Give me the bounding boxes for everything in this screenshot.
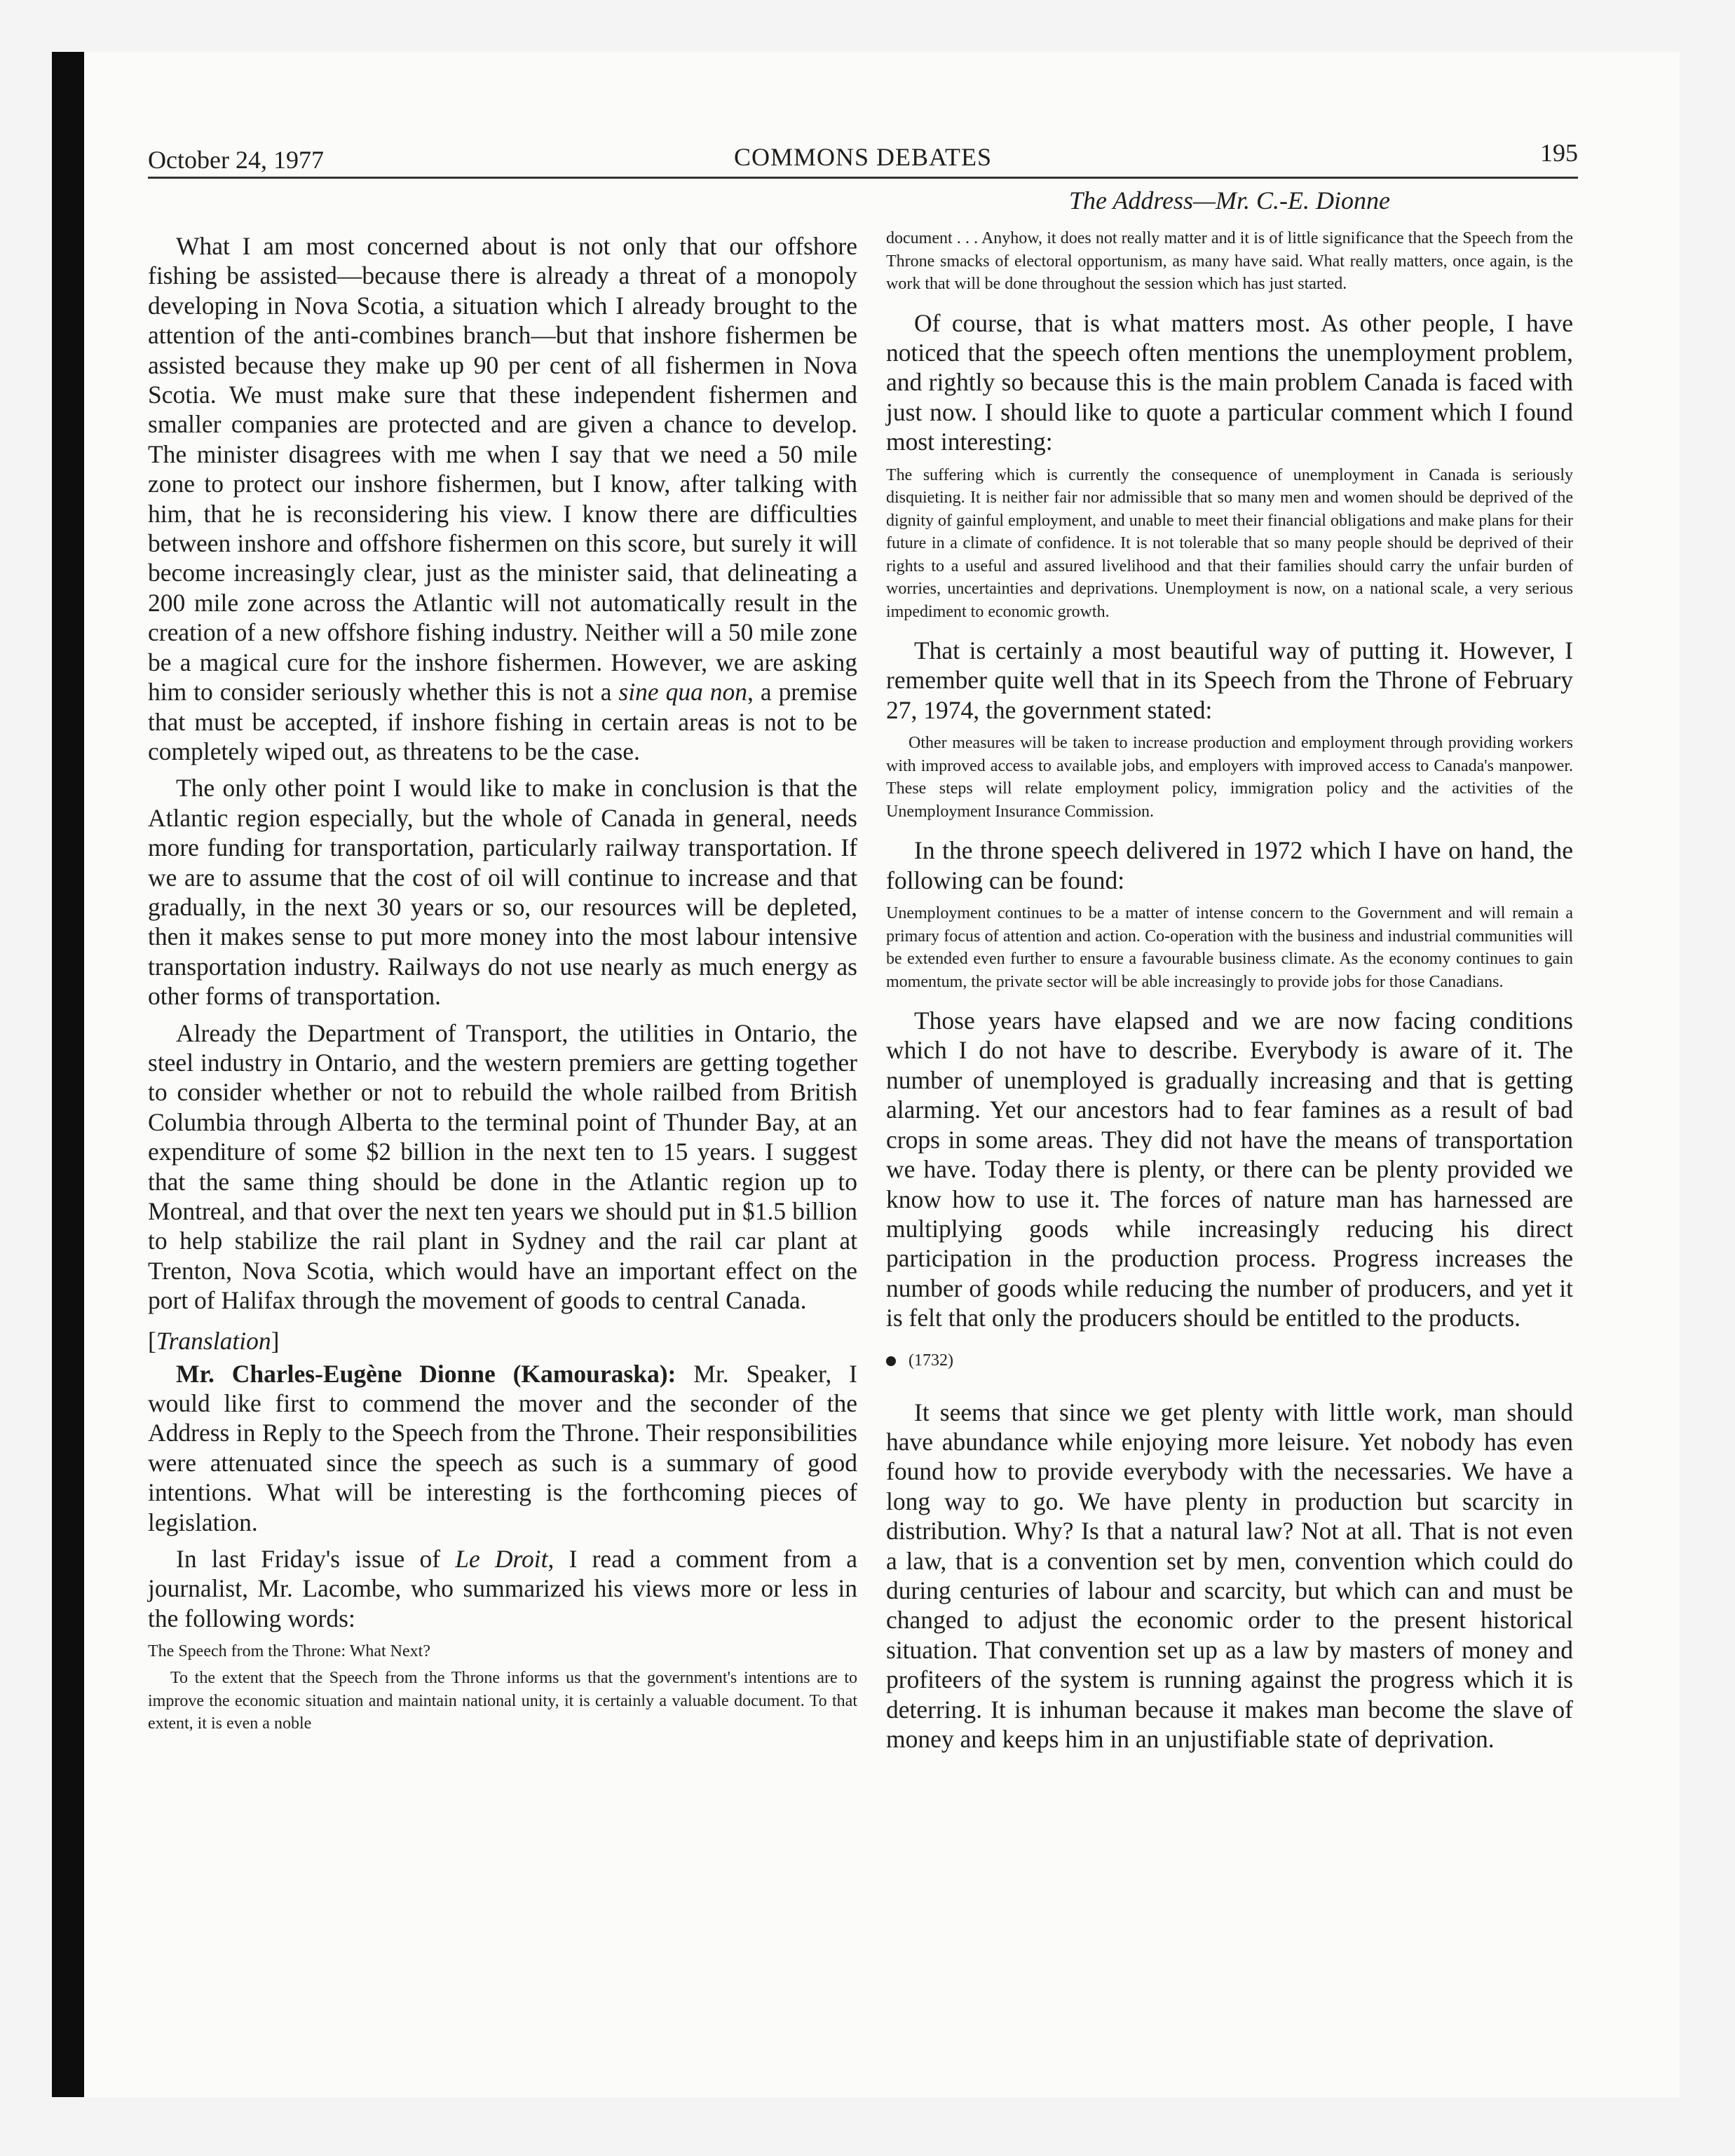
right-column (886, 184, 1573, 1761)
quote-heading: The Speech from the Throne: What Next? (148, 1642, 430, 1661)
paragraph: The only other point I would like to make in conclusion is that the Atlantic region especially, but the whole of Canada in general, needs more funding for transportation, particularly railway transportation. If we are to assume that the cost of oil will continue to increase and that gradually, in the next 30 years or so, our resources will be depleted, then it makes sense to put more money into the most labour intensive transportation industry. Railways do not use nearly as much energy as other forms of transportation. (148, 774, 857, 1011)
running-head: The Address—Mr. C.-E. Dionne (1069, 186, 1390, 214)
header-title: COMMONS DEBATES (733, 143, 993, 171)
paragraph: That is certainly a most beautiful way of putting it. However, I remember quite well that in its Speech from the Throne of February 27, 1974, the government stated: (886, 636, 1573, 724)
page-number: 195 (1540, 139, 1578, 167)
paragraph: Of course, that is what matters most. As other people, I have noticed that the speech often mentions the unemployment problem, and rightly so because this is the main problem Canada is faced with just now. I should like to quote a particular comment which I found most interesting: (886, 308, 1573, 456)
block-quote: Other measures will be taken to increase production and employment through providing workers with improved access to available jobs, and employers with improved access to Canada's manpower. These steps will relate employment policy, immigration policy and the activities of the Unemployment Insurance Commission. (886, 734, 1573, 821)
speaker-name: Mr. Charles-Eugène Dionne (Kamouraska): (176, 1359, 676, 1388)
block-quote: To the extent that the Speech from the Throne informs us that the government's intentions are to improve the economic situation and maintain national unity, it is certainly a valuable document. To that extent, it is even a noble (148, 1669, 857, 1733)
paragraph: Those years have elapsed and we are now facing conditions which I do not have to describe. Everybody is aware of it. The number of unemployed is gradually increasing and that is getting alarming. Yet our ancestors had to fear famines as a result of bad crops in some areas. They did not have the means of transportation we have. Today there is plenty, or there can be plenty provided we know how to use it. The forces of nature man has harnessed are multiplying goods while increasingly reducing his direct participation in the production process. Progress increases the number of goods while reducing the number of producers, and yet it is felt that only the producers should be entitled to the products. (886, 1007, 1573, 1332)
left-column (148, 231, 857, 1748)
paragraph: Already the Department of Transport, the utilities in Ontario, the steel industry in Ontario, and the western premiers are getting together to consider whether or not to rebuild the whole railbed from British Columbia through Alberta to the terminal point of Thunder Bay, at an expenditure of some $2 billion in the next ten to 15 years. I suggest that the same thing should be done in the Atlantic region up to Montreal, and that over the next ten years we should put in $1.5 billion to help stabilize the rail plant in Sydney and the rail car plant at Trenton, Nova Scotia, which would have an important effect on the port of Halifax through the movement of goods to central Canada. (148, 1018, 857, 1315)
paragraph: It seems that since we get plenty with little work, man should have abundance while enjoying more leisure. Yet nobody has even found how to provide everybody with the necessaries. We have a long way to go. We have plenty in production but scarcity in distribution. Why? Is that a natural law? Not at all. That is not even a law, that is a convention set by men, convention which could do during centuries of labour and scarcity, but which can and must be changed to adjust the economic order to the present historical situation. That convention set up as a law by masters of money and profiteers of the system is running against the progress which it is deterring. It is inhuman because it makes man become the slave of money and keeps him in an unjustifiable state of deprivation. (886, 1398, 1573, 1753)
page-header (148, 137, 1578, 179)
block-quote: The suffering which is currently the consequence of unemployment in Canada is seriously disquieting. It is neither fair nor admissible that so many men and women should be deprived of the dignity of gainful employment, and unable to meet their financial obligations and make plans for their future in a climate of confidence. It is not tolerable that so many people should be deprived of their rights to a useful and assured livelihood and that their families should carry the unfair burden of worries, uncertainties and deprivations. Unemployment is now, on a national scale, a very serious impediment to economic growth. (886, 465, 1573, 621)
header-date: October 24, 1977 (148, 146, 324, 174)
scan-edge-bar (52, 52, 84, 2097)
block-quote: document . . . Anyhow, it does not really matter and it is of little significance that the Speech from the Throne smacks of electoral opportunism, as many have said. What really matters, once again, is the work that will be done throughout the session which has just started. (886, 229, 1573, 293)
paragraph: What I am most concerned about is not only that our offshore fishing be assisted—because there is already a threat of a monopoly developing in Nova Scotia, a situation which I already brought to the attention of the anti-combines branch—but that inshore fishermen be assisted because they make up 90 per cent of all fishermen in Nova Scotia. We must make sure that these independent fishermen and smaller companies are protected and are given a chance to develop. The minister disagrees with me when I say that we need a 50 mile zone to protect our inshore fishermen, but I know, after talking with him, that he is reconsidering his view. I know there are difficulties between inshore and offshore fishermen on this score, but surely it will become increasingly clear, just as the minister said, that delineating a 200 mile zone across the Atlantic will not automatically result in the creation of a new offshore fishing industry. Neither will a 50 mile zone be a magical cure for the inshore fishermen. However, we are asking him to consider seriously whether this is not a sine qua non, a premise that must be accepted, if inshore fishing in certain areas is not to be completely wiped out, as threatens to be the case. (148, 232, 857, 765)
block-quote: Unemployment continues to be a matter of intense concern to the Government and will remain a primary focus of attention and action. Co-operation with the business and industrial communities will be extended even further to ensure a favourable business climate. As the economy continues to gain momentum, the private sector will be able increasingly to provide jobs for those Canadians. (886, 904, 1573, 991)
translation-marker: [Translation] (148, 1326, 280, 1355)
bullet-icon (886, 1356, 896, 1366)
paragraph: In last Friday's issue of Le Droit, I read a comment from a journalist, Mr. Lacombe, who summarized his views more or less in the following words: (148, 1545, 857, 1632)
paragraph: In the throne speech delivered in 1972 which I have on hand, the following can be found: (886, 836, 1573, 894)
paragraph: Mr. Charles-Eugène Dionne (Kamouraska): Mr. Speaker, I would like first to commend the mover and the seconder of the Address in Reply to the Speech from the Throne. Their responsibilities were attenuated since the speech as such is a summary of good intentions. What will be interesting is the forthcoming pieces of legislation. (148, 1359, 857, 1536)
time-marker: (1732) (886, 1349, 1573, 1372)
